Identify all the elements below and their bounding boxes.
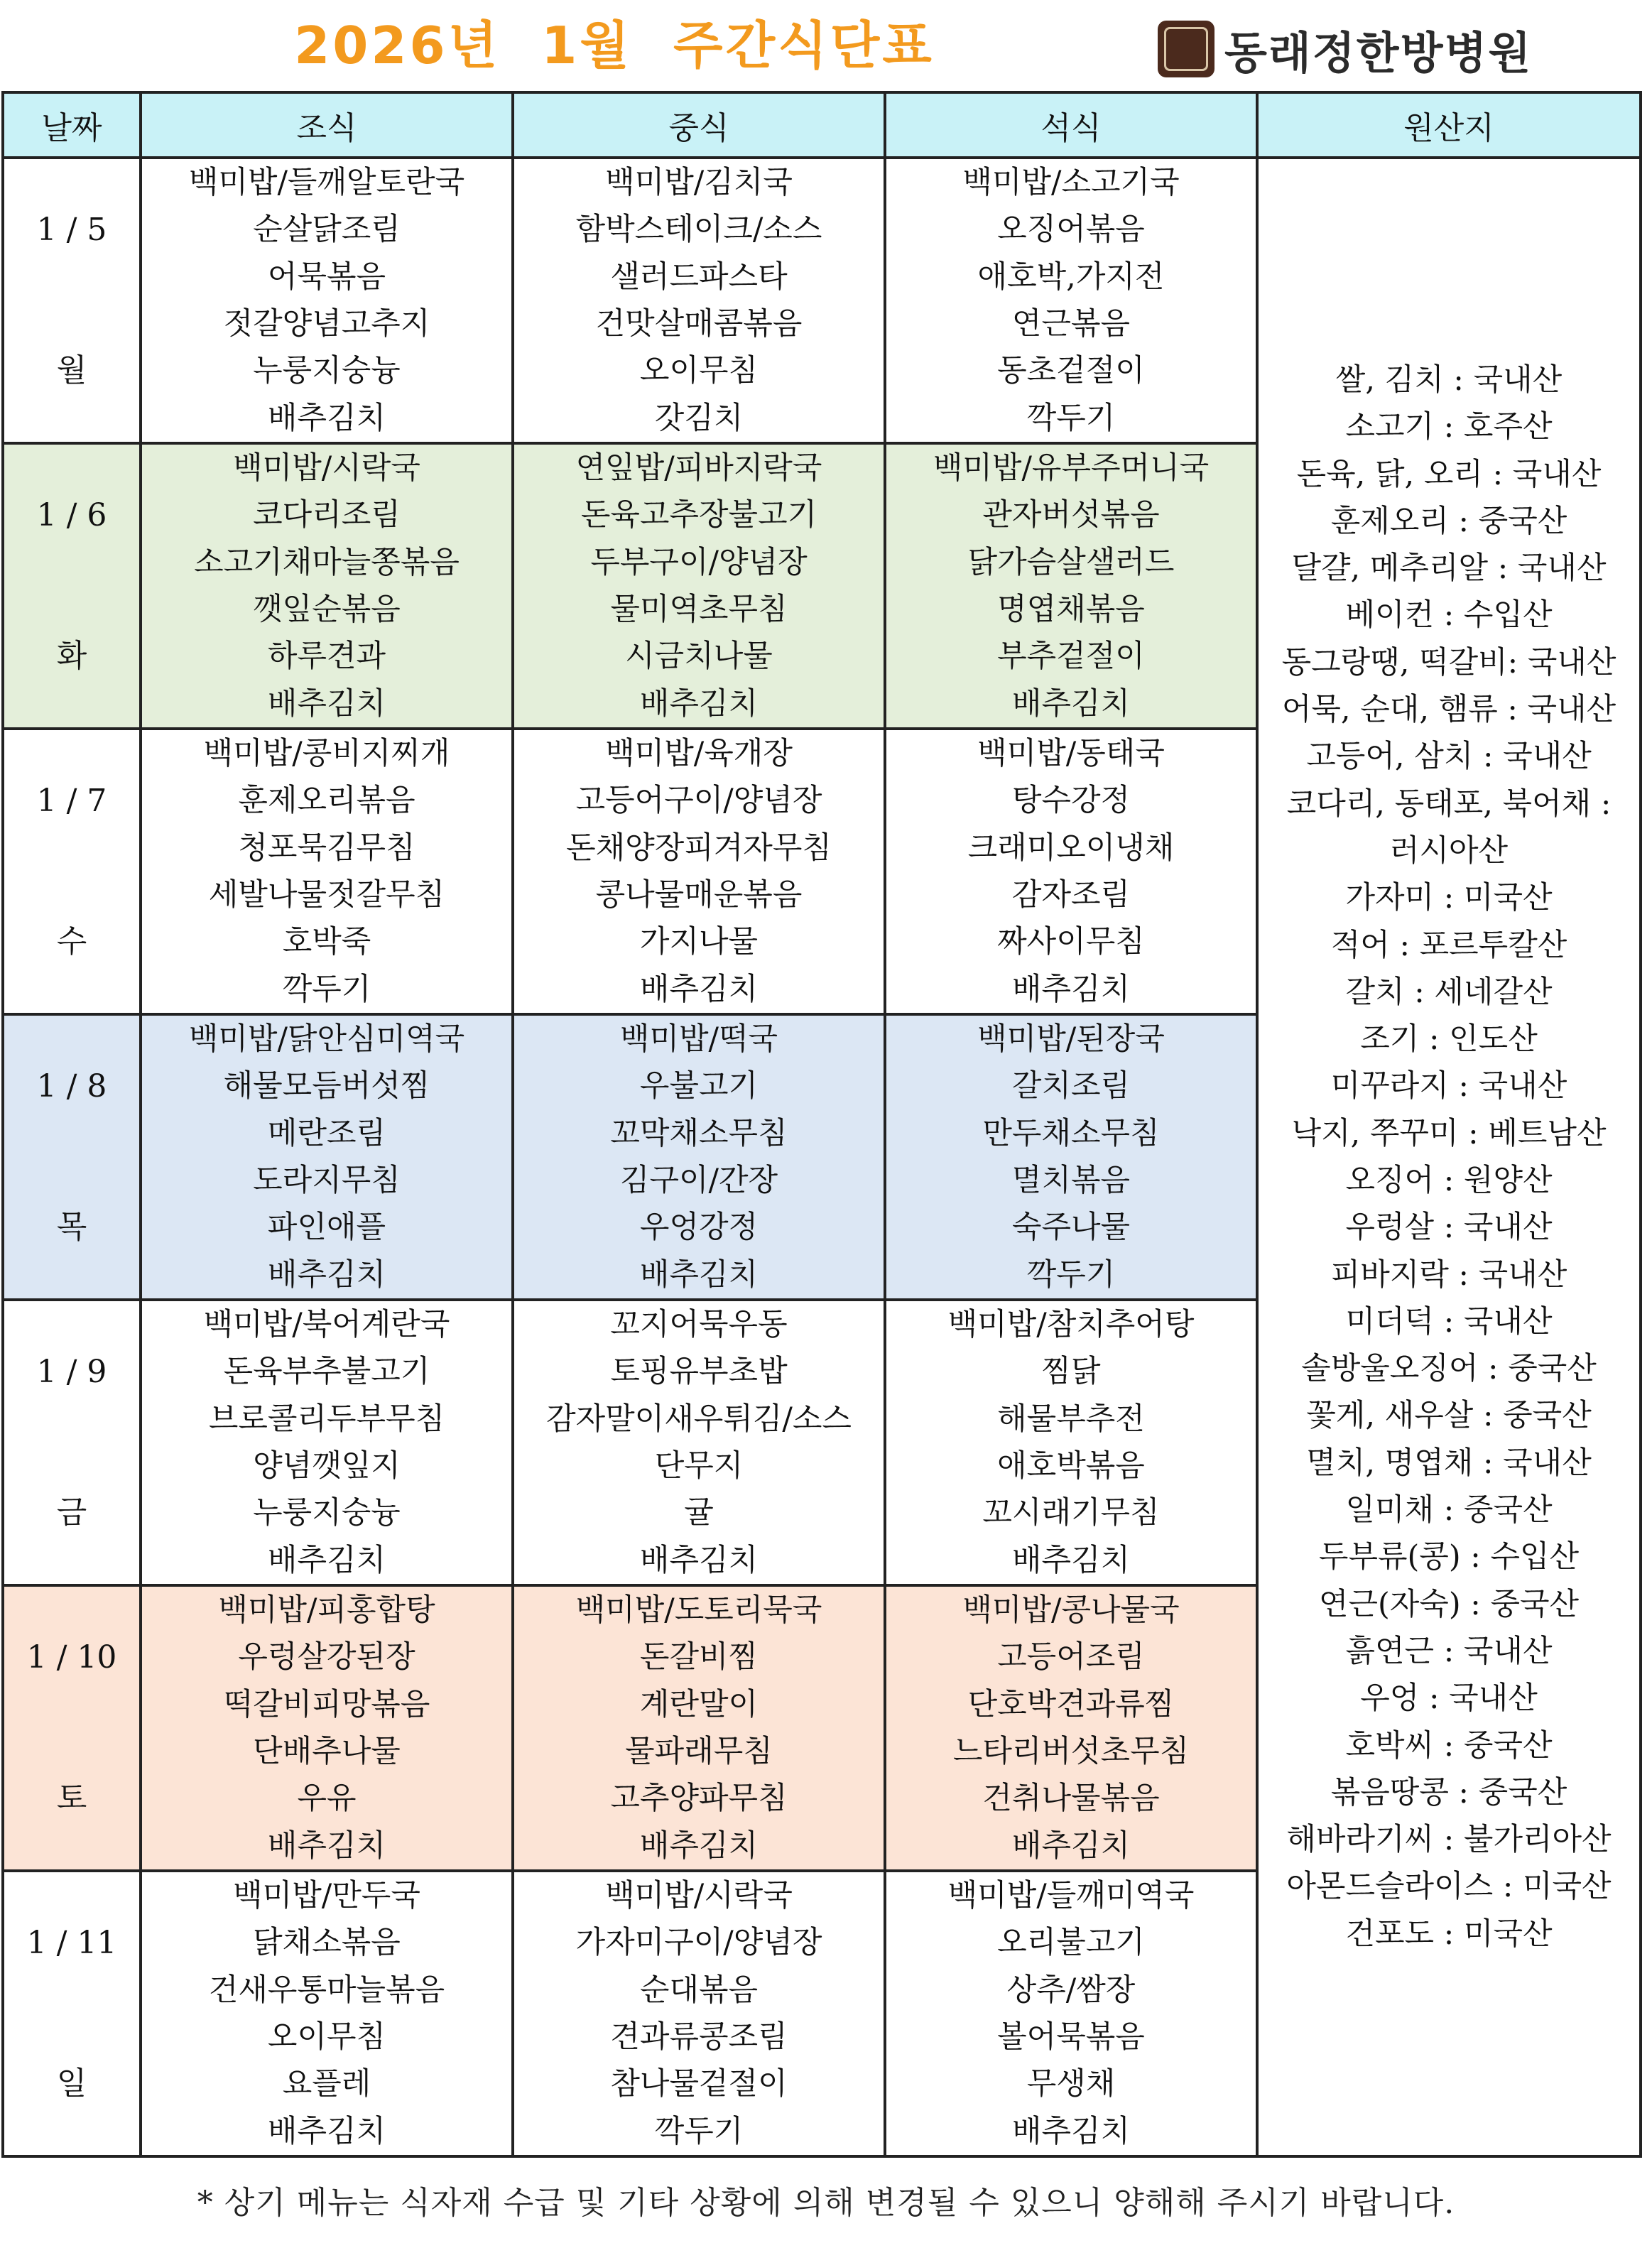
origin-item: 볶음땅콩 : 중국산 (1330, 1774, 1567, 1810)
origin-item: 러시아산 (1389, 832, 1509, 869)
origin-item: 달걀, 메추리알 : 국내산 (1291, 550, 1607, 587)
date-label: 1 / 5 (36, 212, 107, 248)
origin-item: 적어 : 포르투칼산 (1330, 927, 1567, 963)
origin-item: 연근(자숙) : 중국산 (1318, 1586, 1580, 1622)
header-dinner: 석식 (885, 92, 1257, 158)
menu-item: 무생채 (1026, 2066, 1116, 2102)
origin-item: 돈육, 닭, 오리 : 국내산 (1296, 456, 1602, 492)
menu-item: 우불고기 (639, 1068, 759, 1104)
menu-item: 백미밥/피홍합탕 (218, 1592, 435, 1629)
menu-item: 배추김치 (1011, 971, 1131, 1007)
menu-item: 감자말이새우튀김/소스 (546, 1401, 852, 1437)
menu-item: 물미역초무침 (610, 592, 788, 627)
origin-item: 아몬드슬라이스 : 미국산 (1286, 1869, 1612, 1905)
menu-item: 토핑유부초밥 (610, 1354, 788, 1390)
origin-item: 솔방울오징어 : 중국산 (1301, 1351, 1597, 1387)
menu-item: 함박스테이크/소스 (575, 212, 822, 248)
menu-item: 호박죽 (282, 924, 371, 960)
menu-item: 견과류콩조림 (610, 2019, 788, 2055)
origin-item: 갈치 : 세네갈산 (1345, 974, 1553, 1010)
menu-item: 젓갈양념고추지 (223, 306, 430, 342)
origin-item: 코다리, 동태포, 북어채 : (1286, 786, 1612, 822)
menu-item: 오이무침 (267, 2019, 386, 2055)
breakfast-cell (141, 1300, 513, 1585)
menu-item: 돈육부추불고기 (223, 1354, 430, 1390)
menu-item: 백미밥/동태국 (977, 736, 1165, 772)
date-label: 1 / 8 (36, 1068, 107, 1104)
menu-item: 돈육고추장불고기 (580, 497, 817, 533)
header-breakfast: 조식 (141, 92, 513, 158)
footnote: * 상기 메뉴는 식자재 수급 및 기타 상황에 의해 변경될 수 있으니 양해해 주시기 바랍니다. (197, 2185, 1455, 2221)
menu-item: 백미밥/된장국 (977, 1021, 1165, 1058)
origin-item: 흙연근 : 국내산 (1345, 1633, 1553, 1669)
menu-item: 백미밥/참치추어탕 (947, 1307, 1195, 1343)
origin-item: 건포도 : 미국산 (1345, 1916, 1553, 1952)
lunch-cell (513, 1871, 885, 2156)
menu-item: 깍두기 (1026, 400, 1116, 436)
menu-item: 닭가슴살샐러드 (967, 544, 1175, 580)
menu-item: 건맛살매콤볶음 (595, 306, 803, 342)
date-cell (3, 443, 141, 729)
menu-item: 두부구이/양념장 (590, 544, 808, 580)
menu-item: 샐러드파스타 (610, 259, 788, 295)
menu-item: 닭채소볶음 (253, 1925, 401, 1961)
menu-item: 물파래무침 (625, 1734, 773, 1769)
menu-item: 우렁살강된장 (238, 1639, 415, 1676)
menu-item: 깍두기 (282, 971, 371, 1007)
breakfast-cell (141, 729, 513, 1014)
menu-item: 단배추나물 (253, 1734, 401, 1769)
lunch-cell (513, 1585, 885, 1871)
weekday-label: 월 (56, 352, 87, 389)
date-label: 1 / 11 (26, 1925, 117, 1961)
hospital-logo (1158, 18, 1532, 80)
menu-item: 돈갈비찜 (639, 1639, 759, 1676)
menu-item: 참나물겉절이 (610, 2066, 788, 2102)
menu-item: 깍두기 (654, 2113, 744, 2149)
menu-item: 멸치볶음 (1011, 1163, 1131, 1198)
menu-item: 배추김치 (1011, 2113, 1131, 2149)
menu-item: 배추김치 (1011, 685, 1131, 722)
menu-item: 하루견과 (267, 639, 386, 675)
menu-item: 계란말이 (639, 1686, 759, 1722)
header-lunch: 중식 (513, 92, 885, 158)
menu-item: 연잎밥/피바지락국 (575, 450, 822, 487)
menu-item: 오이무침 (639, 353, 759, 389)
menu-item: 꼬지어묵우동 (610, 1307, 788, 1343)
menu-item: 시금치나물 (625, 639, 773, 675)
menu-item: 백미밥/들깨미역국 (947, 1878, 1195, 1914)
menu-item: 귤 (684, 1495, 714, 1531)
menu-item: 배추김치 (267, 685, 386, 722)
menu-item: 배추김치 (267, 1542, 386, 1578)
table-row (3, 158, 1641, 443)
menu-item: 배추김치 (639, 1256, 759, 1293)
menu-item: 애호박,가지전 (977, 259, 1165, 295)
dinner-cell (885, 1300, 1257, 1585)
menu-item: 숙주나물 (1011, 1210, 1131, 1246)
menu-item: 해물부추전 (997, 1401, 1145, 1437)
origin-item: 소고기 : 호주산 (1345, 409, 1553, 445)
menu-item: 배추김치 (267, 1256, 386, 1293)
origin-item: 우렁살 : 국내산 (1345, 1210, 1553, 1246)
menu-item: 백미밥/떡국 (619, 1021, 778, 1058)
breakfast-cell (141, 1871, 513, 2156)
menu-item: 오징어볶음 (997, 212, 1145, 248)
menu-item: 부추겉절이 (997, 639, 1145, 675)
hospital-name: 동래정한방병원 (1224, 26, 1533, 79)
origin-item: 일미채 : 중국산 (1345, 1492, 1553, 1528)
breakfast-cell (141, 158, 513, 443)
menu-item: 청포묵김무침 (238, 830, 415, 866)
menu-item: 해물모듬버섯찜 (223, 1068, 430, 1104)
origin-item: 꽃게, 새우살 : 중국산 (1306, 1398, 1592, 1434)
menu-item: 명엽채볶음 (997, 592, 1145, 627)
page-title: 2026년 1월 주간식단표 (294, 16, 935, 75)
menu-item: 어묵볶음 (267, 259, 386, 295)
menu-item: 깻잎순볶음 (253, 592, 401, 627)
menu-item: 동초겉절이 (997, 353, 1145, 389)
menu-item: 도라지무침 (253, 1163, 401, 1198)
table-header-row (3, 92, 1641, 158)
menu-item: 꼬시래기무침 (982, 1495, 1160, 1531)
menu-item: 백미밥/육개장 (605, 736, 793, 772)
origin-item: 가자미 : 미국산 (1345, 880, 1553, 916)
date-cell (3, 729, 141, 1014)
menu-item: 백미밥/북어계란국 (203, 1307, 450, 1343)
menu-item: 배추김치 (267, 400, 386, 436)
menu-item: 만두채소무침 (982, 1115, 1160, 1151)
menu-item: 배추김치 (267, 2113, 386, 2149)
menu-item: 양념깻잎지 (253, 1448, 401, 1484)
menu-item: 배추김치 (267, 1827, 386, 1864)
menu-item: 갈치조림 (1011, 1068, 1131, 1104)
menu-item: 소고기채마늘쫑볶음 (194, 544, 460, 580)
dinner-cell (885, 1014, 1257, 1300)
menu-item: 백미밥/콩나물국 (962, 1592, 1180, 1629)
lunch-cell (513, 443, 885, 729)
menu-item: 단호박견과류찜 (967, 1686, 1175, 1722)
menu-item: 꼬막채소무침 (610, 1115, 788, 1151)
menu-item: 배추김치 (639, 685, 759, 722)
header-date: 날짜 (3, 92, 141, 158)
lunch-cell (513, 158, 885, 443)
menu-item: 백미밥/유부주머니국 (933, 450, 1210, 487)
date-label: 1 / 10 (26, 1639, 117, 1676)
origin-item: 해바라기씨 : 불가리아산 (1286, 1822, 1612, 1858)
dinner-cell (885, 1871, 1257, 2156)
weekday-label: 일 (56, 2065, 87, 2102)
lunch-cell (513, 1014, 885, 1300)
menu-item: 메란조림 (267, 1115, 386, 1151)
date-cell (3, 1014, 141, 1300)
menu-item: 훈제오리볶음 (238, 783, 415, 819)
menu-item: 단무지 (654, 1448, 744, 1484)
menu-item: 백미밥/소고기국 (962, 165, 1180, 201)
lunch-cell (513, 729, 885, 1014)
menu-item: 배추김치 (639, 1542, 759, 1578)
weekly-menu-table (1, 91, 1642, 2158)
menu-item: 김구이/간장 (619, 1163, 778, 1198)
menu-item: 감자조림 (1011, 877, 1131, 913)
dinner-cell (885, 1585, 1257, 1871)
menu-item: 순대볶음 (639, 1972, 759, 2008)
menu-item: 돈채양장피겨자무침 (566, 830, 832, 866)
menu-item: 세발나물젓갈무침 (208, 877, 445, 913)
breakfast-cell (141, 443, 513, 729)
menu-item: 고추양파무침 (610, 1781, 788, 1817)
menu-item: 고등어구이/양념장 (575, 783, 822, 819)
menu-item: 찜닭 (1041, 1354, 1101, 1390)
menu-item: 오리불고기 (997, 1925, 1145, 1961)
lunch-cell (513, 1300, 885, 1585)
weekday-label: 수 (56, 923, 87, 960)
date-label: 1 / 7 (36, 783, 107, 819)
origin-item: 베이컨 : 수입산 (1345, 597, 1553, 634)
menu-item: 백미밥/만두국 (233, 1878, 420, 1914)
menu-item: 가지나물 (639, 924, 759, 960)
menu-item: 짜사이무침 (997, 924, 1145, 960)
menu-item: 떡갈비피망볶음 (223, 1686, 430, 1722)
menu-item: 느타리버섯초무침 (952, 1734, 1190, 1769)
origin-item: 고등어, 삼치 : 국내산 (1306, 739, 1592, 775)
origin-item: 오징어 : 원양산 (1345, 1163, 1553, 1198)
menu-item: 배추김치 (639, 971, 759, 1007)
dinner-cell (885, 443, 1257, 729)
dinner-cell (885, 729, 1257, 1014)
origin-item: 미꾸라지 : 국내산 (1330, 1068, 1567, 1104)
menu-item: 갓김치 (654, 400, 744, 436)
menu-item: 백미밥/들깨알토란국 (188, 165, 465, 201)
origin-item: 우엉 : 국내산 (1360, 1680, 1538, 1717)
header-origin: 원산지 (1257, 92, 1641, 158)
date-label: 1 / 6 (36, 497, 107, 533)
menu-item: 탕수강정 (1011, 783, 1131, 819)
origin-item: 호박씨 : 중국산 (1345, 1727, 1553, 1764)
date-cell (3, 158, 141, 443)
menu-item: 배추김치 (639, 1827, 759, 1864)
menu-item: 연근볶음 (1011, 306, 1131, 342)
date-cell (3, 1300, 141, 1585)
menu-item: 고등어조림 (997, 1639, 1145, 1676)
menu-item: 콩나물매운볶음 (595, 877, 803, 913)
dinner-cell (885, 158, 1257, 443)
date-cell (3, 1871, 141, 2156)
origin-item: 조기 : 인도산 (1360, 1021, 1538, 1058)
menu-item: 상추/쌈장 (1006, 1972, 1136, 2008)
breakfast-cell (141, 1585, 513, 1871)
weekday-label: 토 (56, 1780, 87, 1816)
weekday-label: 목 (56, 1209, 87, 1245)
date-cell (3, 1585, 141, 1871)
menu-item: 순살닭조림 (253, 212, 401, 248)
origin-item: 두부류(콩) : 수입산 (1318, 1539, 1580, 1575)
menu-item: 백미밥/닭안심미역국 (188, 1021, 465, 1058)
weekday-label: 화 (56, 638, 87, 674)
menu-item: 배추김치 (1011, 1542, 1131, 1578)
menu-item: 백미밥/도토리묵국 (575, 1592, 822, 1629)
menu-item: 건새우통마늘볶음 (208, 1972, 445, 2008)
menu-item: 백미밥/시락국 (605, 1878, 793, 1914)
origin-item: 쌀, 김치 : 국내산 (1335, 362, 1563, 398)
weekday-label: 금 (56, 1494, 87, 1531)
hospital-seal-icon (1158, 21, 1214, 77)
menu-item: 볼어묵볶음 (997, 2019, 1145, 2055)
menu-item: 관자버섯볶음 (982, 497, 1160, 533)
origin-cell (1257, 158, 1641, 2156)
origin-item: 훈제오리 : 중국산 (1330, 503, 1567, 539)
origin-item: 미더덕 : 국내산 (1345, 1303, 1553, 1340)
menu-item: 가자미구이/양념장 (575, 1925, 822, 1961)
menu-item: 코다리조림 (253, 497, 401, 533)
origin-item: 낙지, 쭈꾸미 : 베트남산 (1291, 1115, 1607, 1151)
menu-item: 깍두기 (1026, 1256, 1116, 1293)
origin-item: 동그랑땡, 떡갈비: 국내산 (1281, 644, 1616, 680)
date-label: 1 / 9 (36, 1354, 107, 1390)
menu-item: 크래미오이냉채 (967, 830, 1175, 866)
menu-item: 파인애플 (267, 1210, 386, 1246)
menu-item: 백미밥/김치국 (605, 165, 793, 201)
origin-item: 피바지락 : 국내산 (1330, 1256, 1567, 1293)
menu-item: 백미밥/시락국 (233, 450, 420, 487)
menu-item: 우유 (297, 1781, 357, 1817)
menu-item: 브로콜리두부무침 (208, 1401, 445, 1437)
menu-item: 누룽지숭늉 (253, 353, 401, 389)
menu-item: 건취나물볶음 (982, 1781, 1160, 1817)
menu-item: 누룽지숭늉 (253, 1495, 401, 1531)
origin-item: 어묵, 순대, 햄류 : 국내산 (1281, 692, 1616, 728)
menu-item: 배추김치 (1011, 1827, 1131, 1864)
menu-item: 요플레 (282, 2066, 371, 2102)
origin-item: 멸치, 명엽채 : 국내산 (1306, 1445, 1592, 1481)
breakfast-cell (141, 1014, 513, 1300)
menu-item: 백미밥/콩비지찌개 (203, 736, 450, 772)
menu-item: 우엉강정 (639, 1210, 759, 1246)
menu-item: 애호박볶음 (997, 1448, 1145, 1484)
